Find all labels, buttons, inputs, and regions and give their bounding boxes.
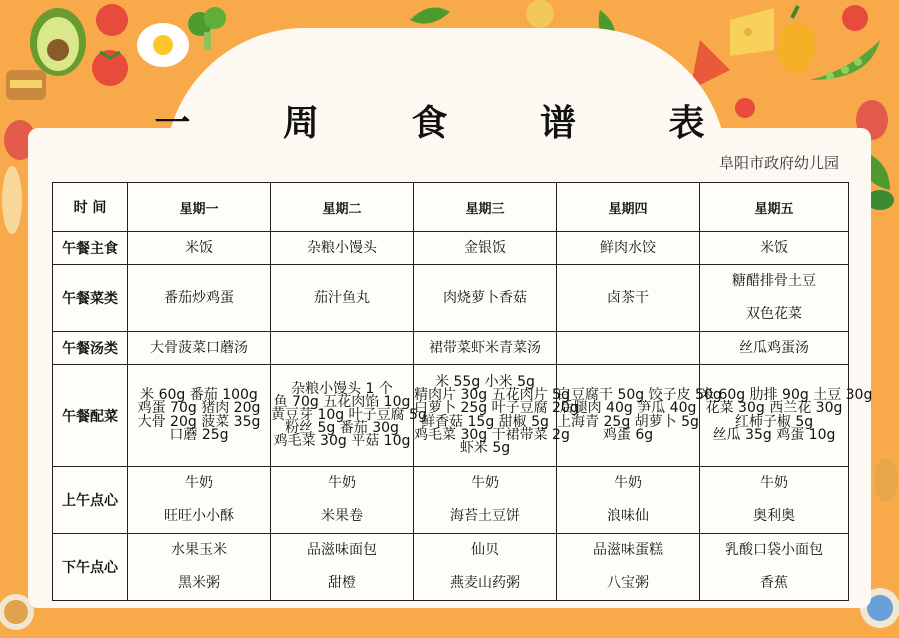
day-friday: 星期五 (700, 183, 849, 232)
menu-cell (557, 466, 700, 533)
snack: 海苔土豆饼 (450, 507, 520, 524)
day-tuesday: 星期二 (271, 183, 414, 232)
row-label: 午餐主食 (53, 232, 128, 265)
weekly-menu-table (52, 182, 873, 601)
ingredient-line: 米 60g 肋排 90g 土豆 30g (700, 387, 873, 404)
snack: 奥利奥 (753, 507, 795, 524)
dish: 大骨菠菜口蘑汤 (150, 340, 248, 357)
day-thursday: 星期四 (557, 183, 700, 232)
dish: 杂粮小馒头 (307, 240, 377, 257)
ingredient-line: 红柿子椒 5g (734, 413, 814, 430)
dish: 双色花菜 (746, 306, 802, 323)
snack: 品滋味蛋糕 (593, 541, 663, 558)
menu-cell (700, 232, 849, 265)
dish: 米饭 (185, 240, 213, 257)
snack: 品滋味面包 (307, 541, 377, 558)
row-label: 下午点心 (53, 533, 128, 600)
menu-cell (414, 466, 557, 533)
menu-cell (414, 265, 557, 332)
pea-pod-icon (810, 40, 880, 80)
dish: 米饭 (760, 240, 788, 257)
tomato-icon (92, 4, 128, 86)
ingredient-line: 白豆腐干 50g 饺子皮 50g (557, 387, 722, 404)
ingredients-cell (271, 365, 427, 466)
menu-cell (557, 265, 700, 332)
menu-cell (271, 265, 414, 332)
ingredient-line: 粉丝 5g 番茄 30g (285, 420, 399, 437)
menu-cell (128, 232, 271, 265)
menu-cell (414, 533, 557, 600)
table-row (53, 332, 849, 365)
ingredients-cell (557, 365, 722, 466)
menu-cell (557, 533, 700, 600)
page-title: 一 周 食 谱 表 (154, 102, 745, 144)
snack: 黑米粥 (178, 574, 220, 591)
ingredient-line: 米 60g 番茄 100g (140, 387, 258, 404)
dish: 鲜肉水饺 (600, 240, 656, 257)
snack: 牛奶 (760, 474, 788, 491)
day-wednesday: 星期三 (414, 183, 557, 232)
snack: 牛奶 (471, 474, 499, 491)
ingredient-line: 花菜 30g 西兰花 30g (705, 400, 843, 417)
row-label: 午餐配菜 (53, 365, 128, 466)
ingredient-line: 鲜香菇 15g 甜椒 5g (421, 413, 549, 430)
corner-cell: 时 间 (53, 183, 128, 232)
menu-cell (414, 232, 557, 265)
dish: 茄汁鱼丸 (314, 290, 370, 307)
school-name: 阜阳市政府幼儿园 (718, 154, 839, 172)
snack: 旺旺小小酥 (164, 507, 234, 524)
snack: 米果卷 (321, 507, 363, 524)
snack: 牛奶 (614, 474, 642, 491)
snack: 牛奶 (185, 474, 213, 491)
menu-cell (271, 533, 414, 600)
dish: 裙带菜虾米青菜汤 (429, 340, 541, 357)
ingredient-line: 米 55g 小米 5g (435, 373, 535, 390)
avocado-icon (30, 8, 86, 76)
ingredient-line: 大骨 20g 菠菜 35g (137, 413, 261, 430)
dish: 丝瓜鸡蛋汤 (739, 340, 809, 357)
snack: 甜橙 (328, 574, 356, 591)
snack: 仙贝 (471, 541, 499, 558)
ingredients-cell (700, 365, 873, 466)
snack: 乳酸口袋小面包 (725, 541, 823, 558)
menu-cell (700, 332, 849, 365)
pepper-icon (778, 6, 815, 71)
menu-cell (557, 332, 700, 365)
snack: 香蕉 (760, 574, 788, 591)
ingredient-line: 鸡毛菜 30g 平菇 10g (273, 433, 411, 450)
menu-cell (700, 533, 849, 600)
menu-cell (128, 466, 271, 533)
table-row (53, 533, 849, 600)
table-row (53, 265, 849, 332)
ingredient-line: 杂粮小馒头 1 个 (291, 380, 393, 397)
table-row (53, 232, 849, 265)
snack: 浪味仙 (607, 507, 649, 524)
dish: 金银饭 (464, 240, 506, 257)
row-label: 午餐菜类 (53, 265, 128, 332)
ingredients-cell (128, 365, 271, 466)
dish: 卤茶干 (607, 290, 649, 307)
dish: 番茄炒鸡蛋 (164, 290, 234, 307)
snack: 水果玉米 (171, 541, 227, 558)
snack: 八宝粥 (607, 574, 649, 591)
ingredient-line: 鱼 70g 五花肉馅 10g (273, 393, 411, 410)
ingredient-line: 黄豆芽 10g 叶子豆腐 5g (271, 406, 427, 423)
table-row (53, 365, 849, 466)
menu-cell (414, 332, 557, 365)
day-monday: 星期一 (128, 183, 271, 232)
ingredient-line: 口蘑 25g (169, 426, 229, 443)
dish: 肉烧萝卜香菇 (443, 290, 527, 307)
row-label: 午餐汤类 (53, 332, 128, 365)
ingredient-line: 精肉片 30g 五花肉片 5g (414, 387, 570, 404)
menu-cell (271, 466, 414, 533)
ingredient-line: 丝瓜 35g 鸡蛋 10g (712, 426, 836, 443)
ingredient-line: 鸡蛋 6g (602, 426, 654, 443)
ingredient-line: 鸡毛菜 30g 干裙带菜 2g (414, 426, 570, 443)
ingredient-line: 虾米 5g (459, 439, 511, 456)
table-row (53, 466, 849, 533)
ingredient-line: 后腿肉 40g 笋瓜 40g (559, 400, 697, 417)
table-header-row (53, 183, 849, 232)
snack: 燕麦山药粥 (450, 574, 520, 591)
menu-cell (128, 332, 271, 365)
ingredient-line: 鸡蛋 70g 猪肉 20g (137, 400, 261, 417)
ingredients-cell (414, 365, 579, 466)
dish: 糖醋排骨土豆 (732, 273, 816, 290)
egg-icon (137, 23, 189, 67)
snack: 牛奶 (328, 474, 356, 491)
menu-cell (271, 332, 414, 365)
menu-cell (700, 466, 849, 533)
menu-cell (128, 265, 271, 332)
row-label: 上午点心 (53, 466, 128, 533)
ingredient-line: 白萝卜 25g 叶子豆腐 20g (414, 400, 579, 417)
menu-cell (700, 265, 849, 332)
cheese-icon (730, 8, 774, 56)
menu-cell (557, 232, 700, 265)
ingredient-line: 上海青 25g 胡萝卜 5g (557, 413, 699, 430)
broccoli-icon (188, 7, 226, 50)
menu-cell (271, 232, 414, 265)
menu-cell (128, 533, 271, 600)
